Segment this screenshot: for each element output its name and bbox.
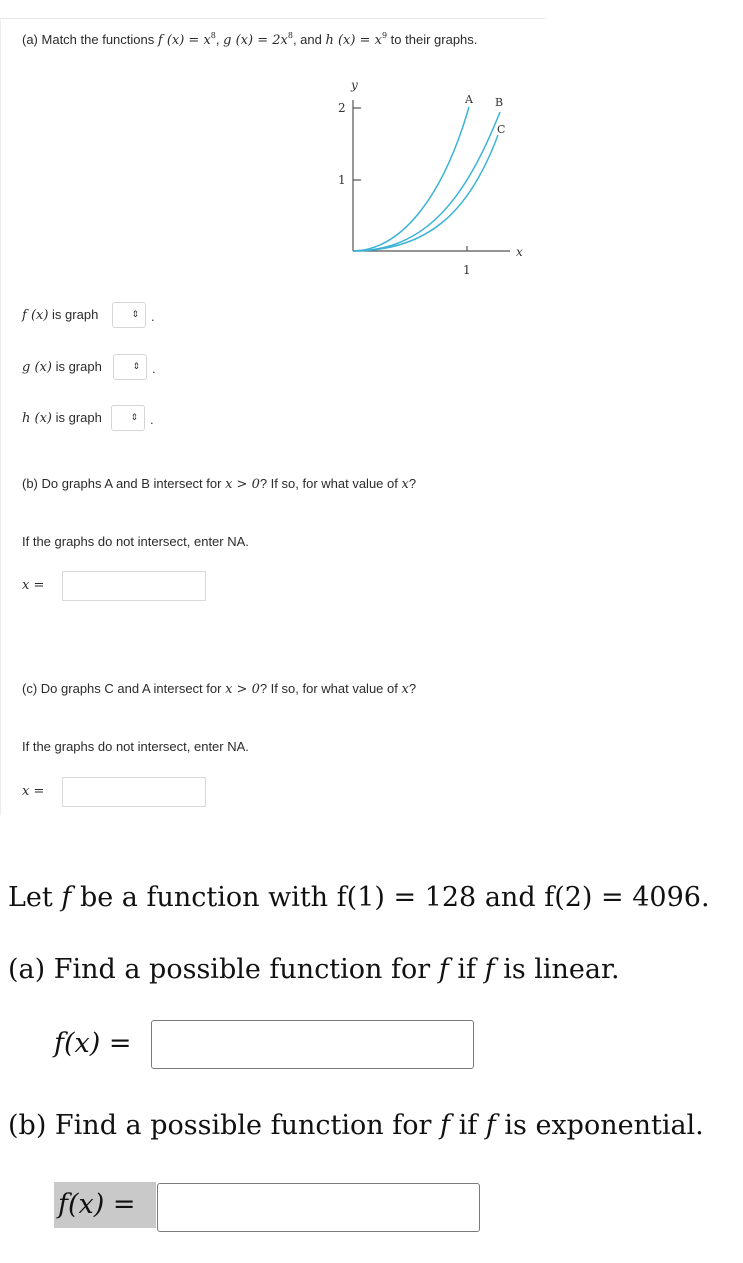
part-a-label: (a) [22,32,38,47]
part-c-hint: If the graphs do not intersect, enter NA. [22,739,249,754]
problem2-part-b-question: (b) Find a possible function for f if f is exponential. [8,1110,704,1141]
match-row-f-label: f (x) is graph [22,307,99,323]
period: . [152,361,156,376]
match-row-h-label: h (x) is graph [22,410,102,426]
curve-a-label: A [465,93,473,106]
f-graph-select[interactable] [112,302,146,328]
top-divider [0,18,545,19]
period: . [150,412,154,427]
part-b-hint: If the graphs do not intersect, enter NA. [22,534,249,549]
match-row-g-label: g (x) is graph [22,359,102,375]
select-arrows-icon: ⇕ [131,310,139,320]
part-c-answer-label: x = [22,784,45,799]
y-axis-label: y [351,78,358,92]
y-tick-1-label: 1 [338,173,346,187]
problem2-part-b-label: f(x) = [58,1189,136,1220]
curve-b [353,112,500,251]
curve-c [353,135,498,251]
problem2-intro: Let f be a function with f(1) = 128 and f(2) = 4096. [8,882,710,913]
curve-c-label: C [497,123,506,136]
period: . [151,309,155,324]
problem2-part-a-input[interactable] [151,1020,474,1069]
problem2-part-b-input[interactable] [157,1183,480,1232]
x-tick-1-label: 1 [463,263,471,277]
curve-b-label: B [495,96,504,109]
select-arrows-icon: ⇕ [132,362,140,372]
part-b-answer-label: x = [22,578,45,593]
problem2-part-a-question: (a) Find a possible function for f if f is linear. [8,954,620,985]
part-b-answer-input[interactable] [62,571,206,601]
part-a-prompt: (a) Match the functions f $(x) = x^8$, g $(x) = 2x^8$, and h $(x) = x^9$ to their graphs. [22,31,478,48]
part-c-answer-input[interactable] [62,777,206,807]
left-divider [0,20,1,815]
h-graph-select[interactable] [111,405,145,431]
select-arrows-icon: ⇕ [130,413,138,423]
y-tick-2-label: 2 [338,101,346,115]
part-b-question: (b) Do graphs A and B intersect for x > 0? If so, for what value of x? [22,476,417,492]
problem2-part-a-label: f(x) = [54,1028,132,1059]
x-axis-label: x [516,245,523,259]
curve-a [353,107,469,251]
function-graph [320,70,540,285]
g-graph-select[interactable] [113,354,147,380]
part-c-question: (c) Do graphs C and A intersect for x > 0? If so, for what value of x? [22,681,417,697]
